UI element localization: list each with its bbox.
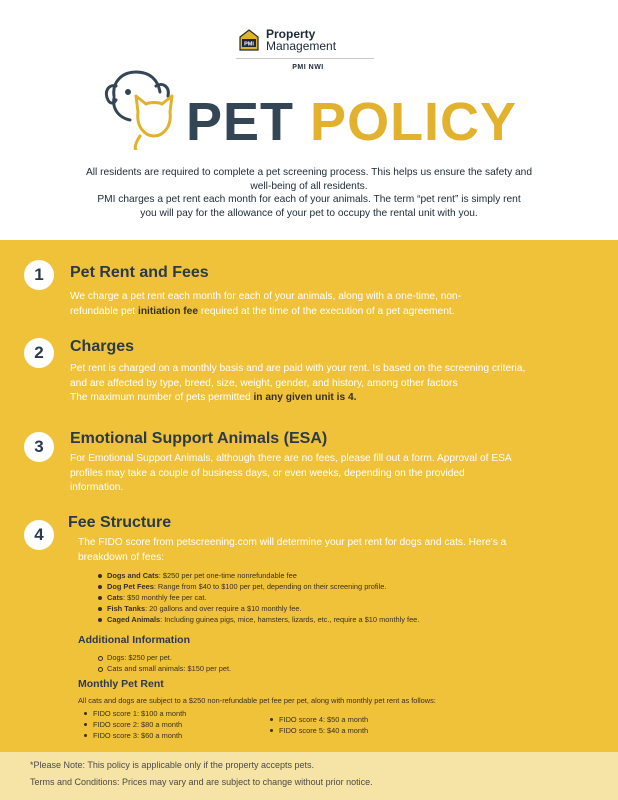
fee-label: Cats <box>107 593 124 602</box>
intro-line: well-being of all residents. <box>250 180 368 192</box>
fee-list <box>98 570 568 625</box>
fido-list-left <box>84 708 186 741</box>
body-line <box>70 391 560 406</box>
list-item: FIDO score 5: $40 a month <box>270 725 368 736</box>
fee-text: : $250 per pet one-time nonrefundable fee <box>158 571 297 580</box>
policy-panel <box>0 240 618 752</box>
additional-info-heading: Additional Information <box>78 634 190 646</box>
fee-text: : Range from $40 to $100 per pet, depending on their screening profile. <box>153 582 387 591</box>
monthly-rent-intro: All cats and dogs are subject to a $250 non-refundable pet fee per pet, along with monthly pet rent as follows: <box>78 696 436 705</box>
body-line: information. <box>70 482 124 493</box>
body-text: required at the time of the execution of a pet agreement. <box>197 305 455 317</box>
page-title <box>186 92 517 152</box>
body-line: and are affected by type, breed, size, weight, gender, and history, among other factors <box>70 377 458 389</box>
list-item: Dogs: $250 per pet. <box>98 652 568 663</box>
fee-label: Caged Animals <box>107 615 161 624</box>
body-text: refundable pet <box>70 305 138 317</box>
section-number-badge: 4 <box>24 520 54 550</box>
body-line: breakdown of fees: <box>78 551 165 563</box>
list-item <box>98 614 568 625</box>
svg-text:PMI: PMI <box>244 41 254 48</box>
list-item: FIDO score 1: $100 a month <box>84 708 186 719</box>
fee-text: : 20 gallons and over require a $10 monthly fee. <box>145 604 302 613</box>
body-emphasis: in any given unit is 4. <box>253 392 357 403</box>
body-line: We charge a pet rent each month for each of your animals, along with a one-time, non- <box>70 291 462 302</box>
fee-text: : Including guinea pigs, mice, hamsters, lizards, etc., require a $10 monthly fee. <box>160 615 420 624</box>
section-number-badge: 1 <box>24 260 54 290</box>
fee-label: Fish Tanks <box>107 604 146 613</box>
fee-text: : $50 monthly fee per cat. <box>123 593 207 602</box>
section-title: Charges <box>70 338 135 355</box>
body-text: The maximum number of pets permitted <box>70 392 254 403</box>
section-number-badge: 2 <box>24 338 54 368</box>
title-pet: PET <box>186 92 295 152</box>
section-number-badge: 3 <box>24 432 54 462</box>
section-title: Emotional Support Animals (ESA) <box>70 430 328 447</box>
section-title: Fee Structure <box>68 514 172 531</box>
intro-line: All residents are required to complete a pet screening process. This helps us ensure the safety and <box>85 167 533 178</box>
list-item: FIDO score 2: $80 a month <box>84 719 186 730</box>
body-line: Pet rent is charged on a monthly basis and are paid with your rent. Is based on the screening criteria, <box>70 363 526 374</box>
list-item <box>98 570 568 581</box>
fido-list-right <box>270 714 368 736</box>
body-emphasis: initiation fee <box>137 305 198 317</box>
body-line: The FIDO score from petscreening.com will determine your pet rent for dogs and cats. Here's a <box>78 537 507 548</box>
monthly-rent-heading: Monthly Pet Rent <box>78 678 164 690</box>
body-line <box>70 305 560 320</box>
section-body <box>70 452 560 496</box>
list-item: Cats and small animals: $150 per pet. <box>98 663 568 674</box>
body-line: profiles may take a couple of business days, or even weeks, depending on the provided <box>70 467 465 479</box>
logo-divider <box>236 58 374 59</box>
body-line: For Emotional Support Animals, although there are no fees, please fill out a form. Approval of ESA <box>70 453 512 464</box>
list-item: FIDO score 3: $60 a month <box>84 730 186 741</box>
section-body <box>70 362 560 406</box>
intro-line: PMI charges a pet rent each month for each of your animals. The term “pet rent” is simply rent <box>97 194 521 205</box>
house-badge-icon <box>238 28 260 52</box>
footer-note: *Please Note: This policy is applicable only if the property accepts pets. <box>30 760 314 770</box>
company-logo <box>234 26 384 78</box>
intro-paragraph <box>60 166 558 220</box>
list-item <box>98 603 568 614</box>
logo-name-secondary: Management <box>266 39 337 53</box>
section-body <box>78 536 578 565</box>
section-body <box>70 290 560 319</box>
logo-name: Property <box>266 27 316 41</box>
list-item <box>98 581 568 592</box>
dog-cat-outline-icon <box>100 66 196 150</box>
intro-line: you will pay for the allowance of your pet to occupy the rental unit with you. <box>140 207 478 219</box>
logo-subtitle: PMI NWI <box>292 64 324 71</box>
title-policy: POLICY <box>310 92 518 152</box>
list-item: FIDO score 4: $50 a month <box>270 714 368 725</box>
list-item <box>98 592 568 603</box>
fee-label: Dogs and Cats <box>107 571 159 580</box>
section-title: Pet Rent and Fees <box>70 264 209 281</box>
footer <box>0 752 618 800</box>
fee-label: Dog Pet Fees <box>107 582 154 591</box>
footer-terms: Terms and Conditions: Prices may vary and are subject to change without prior notice. <box>30 777 373 787</box>
additional-list <box>98 652 568 674</box>
